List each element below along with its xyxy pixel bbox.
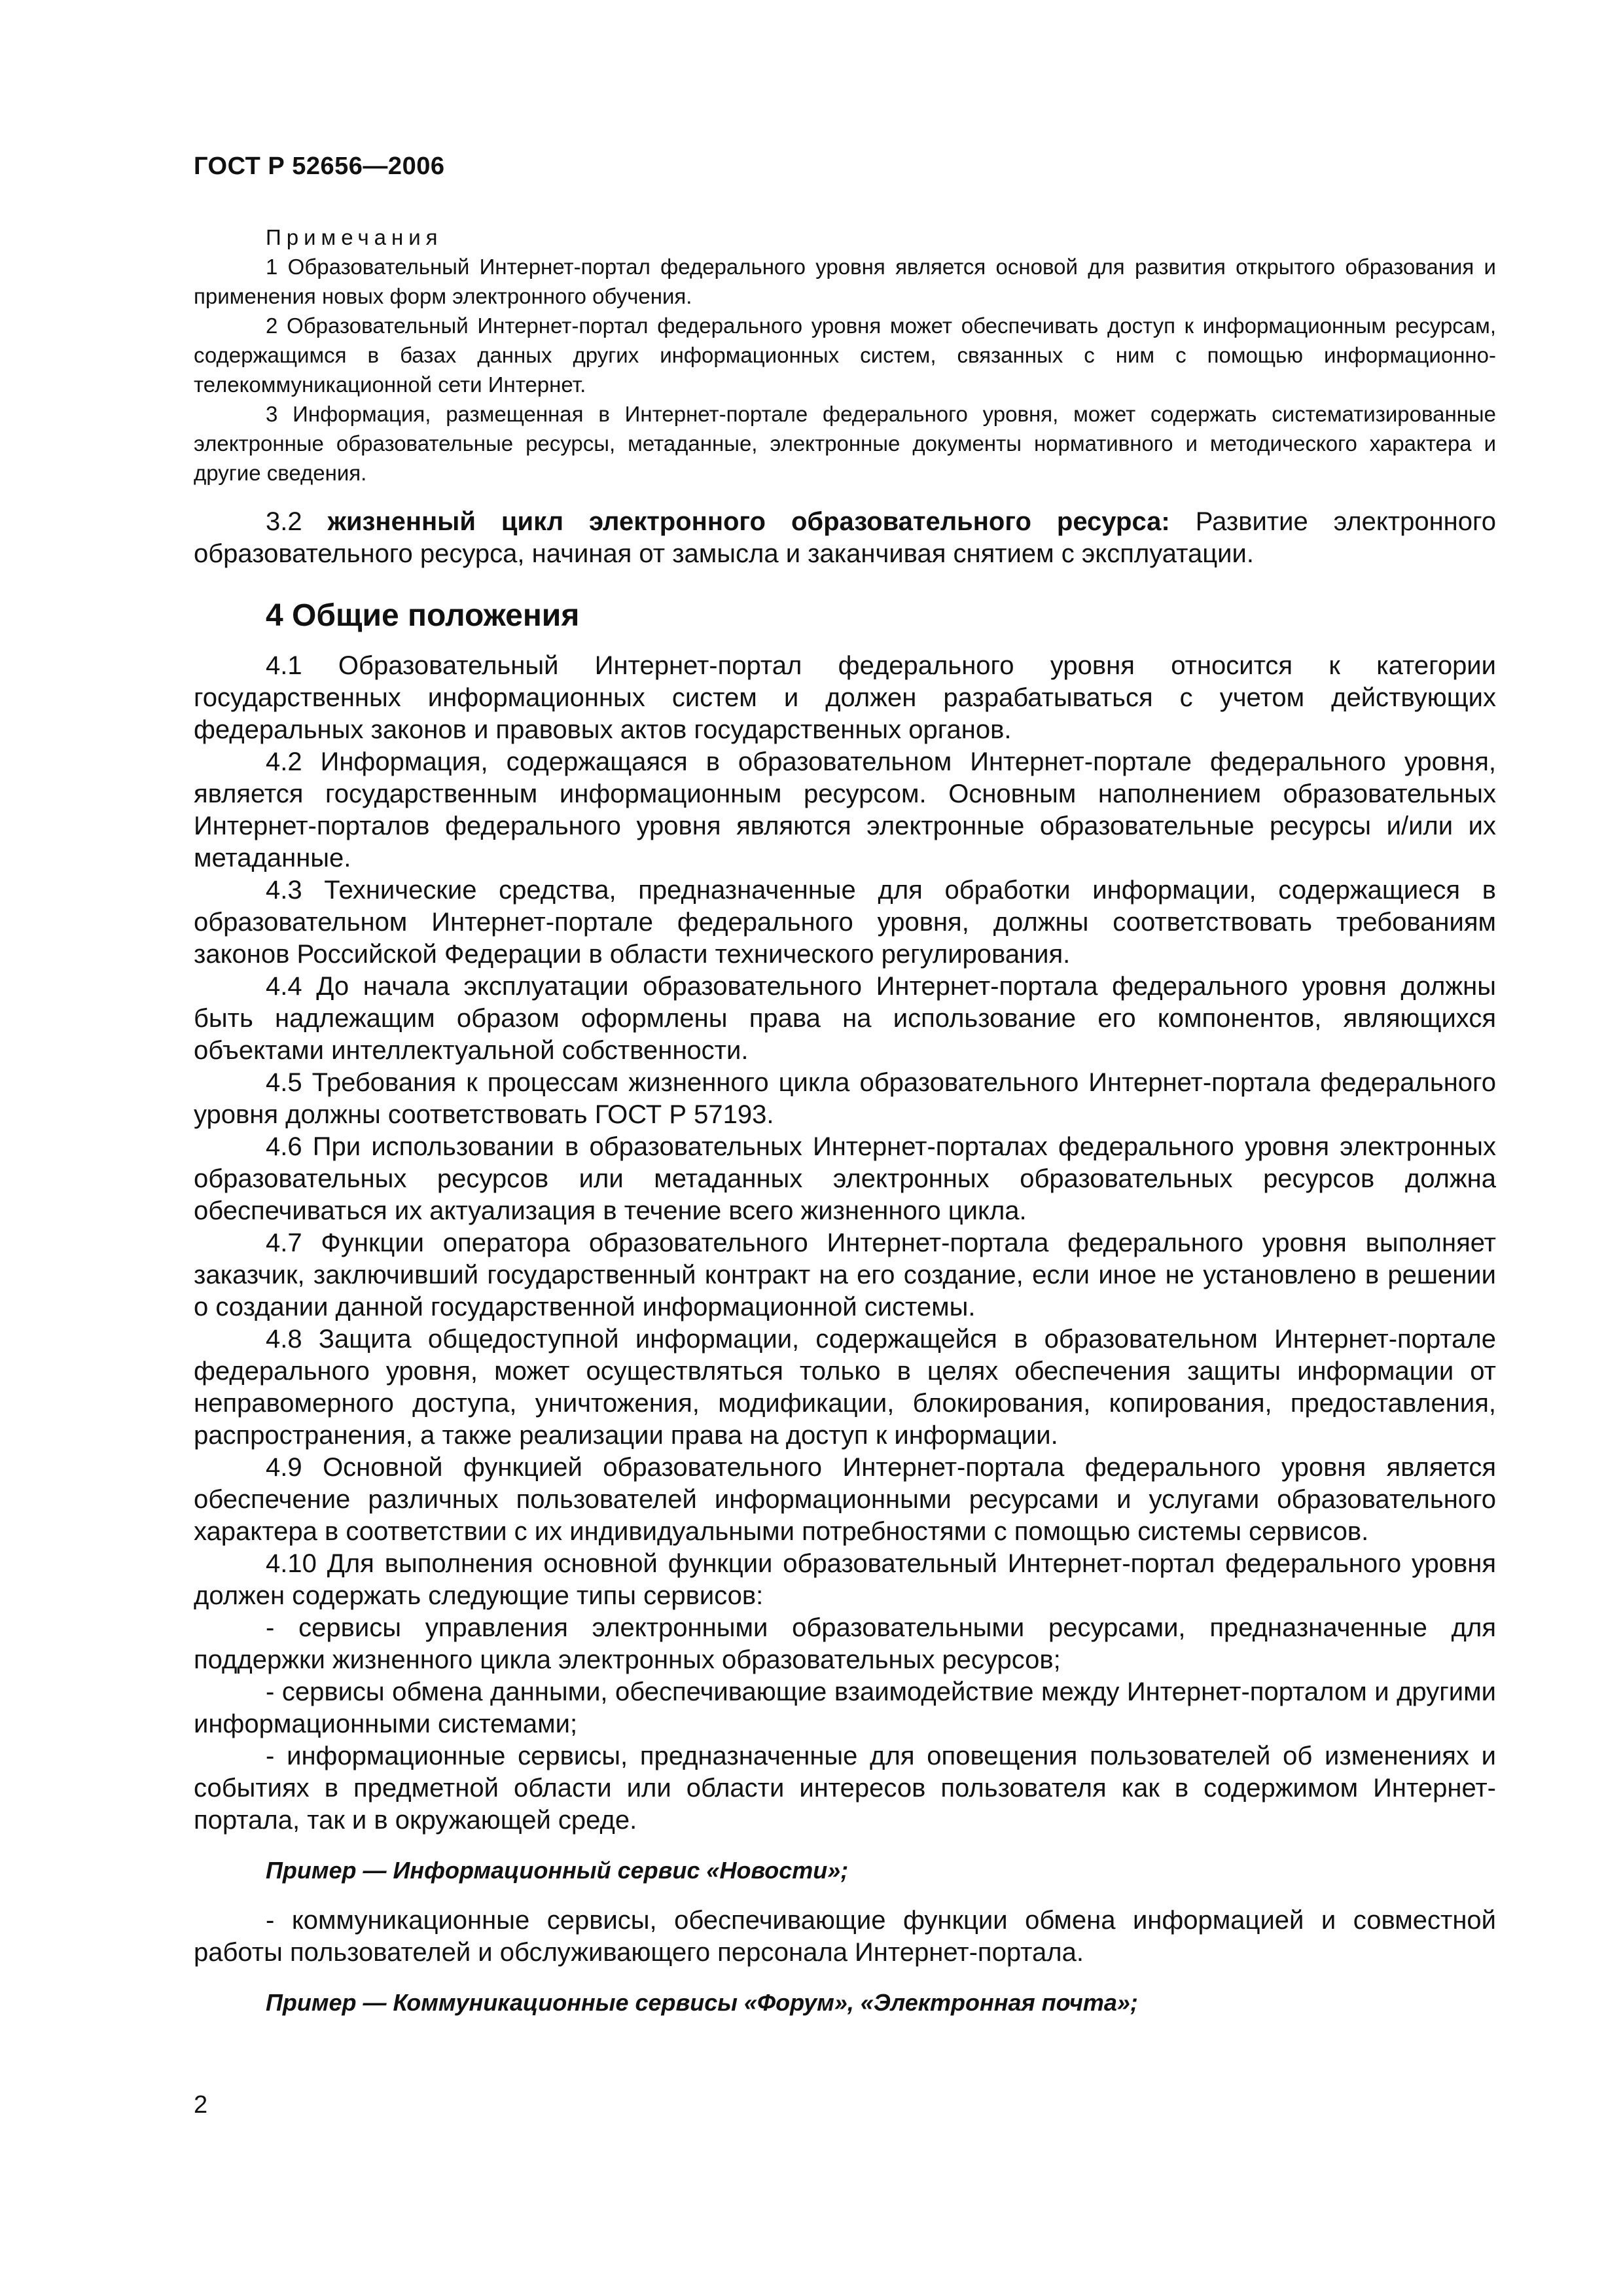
list-item-management-services: - сервисы управления электронными образовательными ресурсами, предназначенные для поддержки жизненного цикла электронных образовательных ресурсов;	[194, 1613, 1496, 1674]
notes-title: Примечания	[266, 225, 443, 249]
term-number: 3.2	[266, 507, 302, 536]
main-text	[194, 506, 1496, 2017]
example-communication-services: Пример — Коммуникационные сервисы «Форум», «Электронная почта»;	[266, 1989, 1138, 2016]
note-2: 2 Образовательный Интернет-портал федерального уровня может обеспечивать доступ к информационным ресурсам, содержащимся в базах данных других информационных систем, связанных с ним с помощью информационно-телекоммуникационной сети Интернет.	[194, 314, 1496, 397]
clause-4-5: 4.5 Требования к процессам жизненного цикла образовательного Интернет-портала федерального уровня должны соответствовать ГОСТ Р 57193.	[194, 1068, 1496, 1129]
clause-4-7: 4.7 Функции оператора образовательного Интернет-портала федерального уровня выполняет заказчик, заключивший государственный контракт на его создание, если иное не установлено в решении о создании данной государственной информационной системы.	[194, 1229, 1496, 1321]
term-definition-3-2	[194, 506, 1496, 570]
clause-4-9: 4.9 Основной функцией образовательного Интернет-портала федерального уровня является обеспечение различных пользователей информационными ресурсами и услугами образовательного характера в соответствии с их индивидуальными потребностями с помощью системы сервисов.	[194, 1453, 1496, 1546]
section-heading-4: 4 Общие положения	[266, 598, 580, 633]
clause-4-3: 4.3 Технические средства, предназначенные для обработки информации, содержащиеся в образовательном Интернет-портале федерального уровня, должны соответствовать требованиям законов Российской Федерации в области технического регулирования.	[194, 876, 1496, 969]
clause-4-6: 4.6 При использовании в образовательных Интернет-порталах федерального уровня электронных образовательных ресурсов или метаданных электронных образовательных ресурсов должна обеспечиваться их актуализация в течение всего жизненного цикла.	[194, 1132, 1496, 1225]
example-news-service: Пример — Информационный сервис «Новости»;	[266, 1857, 849, 1884]
note-1: 1 Образовательный Интернет-портал федерального уровня является основой для развития открытого образования и применения новых форм электронного обучения.	[194, 255, 1496, 308]
page-content	[194, 223, 1496, 2037]
clause-4-4: 4.4 До начала эксплуатации образовательного Интернет-портала федерального уровня должны быть надлежащим образом оформлены права на использование его компонентов, являющихся объектами интеллектуальной собственности.	[194, 972, 1496, 1065]
page-number: 2	[194, 2091, 208, 2119]
clause-4-10: 4.10 Для выполнения основной функции образовательный Интернет-портал федерального уровня должен содержать следующие типы сервисов:	[194, 1549, 1496, 1610]
term-name: жизненный цикл электронного образовательного ресурса:	[327, 507, 1170, 536]
clause-4-8: 4.8 Защита общедоступной информации, содержащейся в образовательном Интернет-портале федерального уровня, может осуществляться только в целях обеспечения защиты информации от неправомерного доступа, уничтожения, модификации, блокирования, копирования, предоставления, распространения, а также реализации права на доступ к информации.	[194, 1325, 1496, 1450]
list-item-communication-services: - коммуникационные сервисы, обеспечивающие функции обмена информацией и совместной работы пользователей и обслуживающего персонала Интернет-портала.	[194, 1906, 1496, 1967]
note-3: 3 Информация, размещенная в Интернет-портале федерального уровня, может содержать систематизированные электронные образовательные ресурсы, метаданные, электронные документы нормативного и методического характера и другие сведения.	[194, 402, 1496, 485]
notes-block	[194, 223, 1496, 488]
document-header: ГОСТ Р 52656—2006	[194, 152, 445, 180]
clause-4-1: 4.1 Образовательный Интернет-портал федерального уровня относится к категории государственных информационных систем и должен разрабатываться с учетом действующих федеральных законов и правовых актов государственных органов.	[194, 651, 1496, 744]
term-definition: Развитие электронного образовательного ресурса, начиная от замысла и заканчивая снятием с эксплуатации.	[194, 507, 1496, 568]
list-item-information-services: - информационные сервисы, предназначенные для оповещения пользователей об изменениях и событиях в предметной области или области интересов пользователя как в содержимом Интернет-портала, так и в окружающей среде.	[194, 1742, 1496, 1835]
list-item-data-exchange-services: - сервисы обмена данными, обеспечивающие взаимодействие между Интернет-порталом и другими информационными системами;	[194, 1677, 1496, 1738]
clause-4-2: 4.2 Информация, содержащаяся в образовательном Интернет-портале федерального уровня, является государственным информационным ресурсом. Основным наполнением образовательных Интернет-порталов федерального уровня являются электронные образовательные ресурсы и/или их метаданные.	[194, 747, 1496, 872]
